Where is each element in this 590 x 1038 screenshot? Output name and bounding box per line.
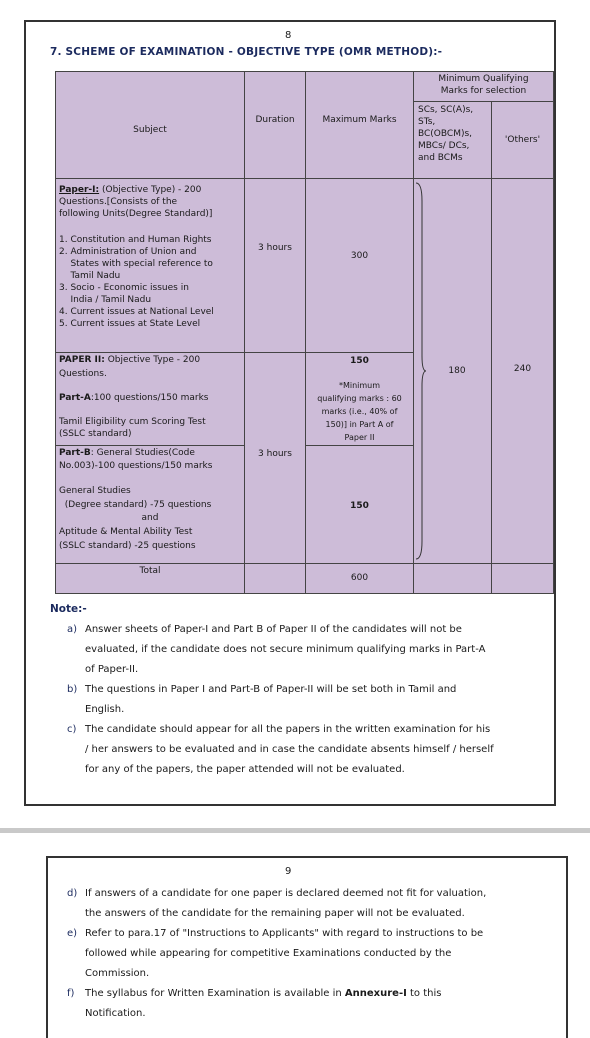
- paper2-partB-detail-4: Aptitude & Mental Ability Test: [59, 527, 193, 537]
- note-c-line2: / her answers to be evaluated and in case the candidate absents himself / herself: [85, 744, 494, 755]
- total-duration-cell: [244, 563, 306, 594]
- header-sc-line4: MBCs/ DCs,: [418, 141, 470, 151]
- scheme-table: [55, 71, 554, 594]
- min-marks-others: 240: [513, 364, 532, 374]
- paper2-line2: Questions.: [59, 369, 107, 379]
- header-min-qualifying-line1: Minimum Qualifying: [438, 74, 529, 84]
- note-a-label: a): [67, 624, 78, 635]
- min-marks-sc: 180: [448, 366, 466, 376]
- page-separator: [0, 828, 590, 833]
- note-d-line1: If answers of a candidate for one paper is declared deemed not fit for valuation,: [85, 888, 487, 899]
- note-e-label: e): [67, 928, 78, 939]
- note-c-label: c): [67, 724, 77, 735]
- partA-note-line1: *Minimum: [338, 381, 381, 390]
- section-heading: 7. SCHEME OF EXAMINATION - OBJECTIVE TYPE (OMR METHOD):-: [50, 46, 443, 58]
- page-number-9: 9: [285, 866, 292, 877]
- paper2-partB-detail-5: (SSLC standard) -25 questions: [59, 541, 196, 551]
- paper2-partA-line1: Tamil Eligibility cum Scoring Test: [59, 417, 206, 427]
- paper2-partA-marks: 150: [350, 356, 369, 366]
- partA-note-line4: 150)] in Part A of: [325, 420, 394, 429]
- paper1-duration: 3 hours: [258, 243, 292, 253]
- note-e: [67, 924, 522, 984]
- note-e-line3: Commission.: [85, 968, 150, 979]
- note-b-label: b): [67, 684, 78, 695]
- note-b-line2: English.: [85, 704, 125, 715]
- paper2-partB-title: Part-B: General Studies(Code: [59, 448, 195, 458]
- header-subject-text: Subject: [133, 125, 167, 135]
- paper1-unit-2: 2. Administration of Union and: [59, 247, 197, 257]
- total-sc-cell: [413, 563, 492, 594]
- paper1-unit-2b: States with special reference to: [59, 259, 213, 269]
- note-c-line1: The candidate should appear for all the papers in the written examination for his: [85, 724, 491, 735]
- brace-icon: [414, 181, 428, 561]
- partA-note-line2: qualifying marks : 60: [317, 394, 402, 403]
- partA-note-line5: Paper II: [344, 433, 375, 442]
- paper2-partA-line2: (SSLC standard): [59, 429, 132, 439]
- paper2-partA-title: Part-A:100 questions/150 marks: [59, 393, 209, 403]
- note-title: Note:-: [50, 603, 87, 615]
- note-a-line3: of Paper-II.: [85, 664, 139, 675]
- paper2-duration: 3 hours: [258, 449, 292, 459]
- paper1-line2: Questions.[Consists of the: [59, 197, 178, 207]
- total-marks: 600: [350, 573, 369, 583]
- partA-note-line3: marks (i.e., 40% of: [321, 407, 398, 416]
- header-duration-text: Duration: [255, 115, 295, 125]
- header-sc-line3: BC(OBCM)s,: [418, 129, 473, 139]
- note-d: [67, 884, 522, 924]
- paper2-title-line: PAPER II: Objective Type - 200: [59, 355, 201, 365]
- paper1-unit-5: 5. Current issues at State Level: [59, 319, 201, 329]
- note-b-line1: The questions in Paper I and Part-B of Paper-II will be set both in Tamil and: [85, 684, 457, 695]
- paper1-title-line: Paper-I: (Objective Type) - 200: [59, 185, 202, 195]
- paper1-unit-2c: Tamil Nadu: [59, 271, 121, 281]
- page-number: 8: [285, 30, 292, 41]
- header-min-qualifying-line2: Marks for selection: [440, 86, 527, 96]
- paper2-partB-marks: 150: [350, 501, 369, 511]
- header-sc-line5: and BCMs: [418, 153, 463, 163]
- paper2-partB-detail-1: General Studies: [59, 486, 131, 496]
- note-c-line3: for any of the papers, the paper attended will not be evaluated.: [85, 764, 405, 775]
- paper2-partB-detail-2: (Degree standard) -75 questions: [59, 500, 212, 510]
- note-f-line1: The syllabus for Written Examination is available in Annexure-I to this: [85, 988, 442, 999]
- note-d-label: d): [67, 888, 78, 899]
- header-max-marks-text: Maximum Marks: [322, 115, 397, 125]
- paper1-unit-1: 1. Constitution and Human Rights: [59, 235, 212, 245]
- paper1-line3: following Units(Degree Standard)]: [59, 209, 213, 219]
- total-label: Total: [139, 566, 161, 576]
- note-a: [67, 620, 522, 680]
- note-f-line2: Notification.: [85, 1008, 146, 1019]
- note-f: [67, 984, 522, 1024]
- note-a-line1: Answer sheets of Paper-I and Part B of Paper II of the candidates will not be: [85, 624, 462, 635]
- note-d-line2: the answers of the candidate for the remaining paper will not be evaluated.: [85, 908, 465, 919]
- paper1-unit-4: 4. Current issues at National Level: [59, 307, 214, 317]
- note-b: [67, 680, 522, 720]
- note-e-line2: followed while appearing for competitive Examinations conducted by the: [85, 948, 452, 959]
- note-e-line1: Refer to para.17 of "Instructions to Applicants" with regard to instructions to be: [85, 928, 484, 939]
- note-a-line2: evaluated, if the candidate does not secure minimum qualifying marks in Part-A: [85, 644, 486, 655]
- header-sc-line1: SCs, SC(A)s,: [418, 105, 474, 115]
- paper2-partB-detail-3: and: [141, 513, 159, 523]
- note-c: [67, 720, 522, 780]
- total-others-cell: [491, 563, 554, 594]
- annexure-ref: Annexure-I: [344, 988, 407, 999]
- header-others-text: 'Others': [504, 135, 541, 145]
- paper1-max-marks: 300: [350, 251, 369, 261]
- paper1-duration-cell: [244, 178, 306, 353]
- note-f-label: f): [67, 988, 75, 999]
- paper1-unit-3b: India / Tamil Nadu: [59, 295, 152, 305]
- paper2-partB-line2: No.003)-100 questions/150 marks: [59, 461, 213, 471]
- header-sc-line2: STs,: [418, 117, 436, 127]
- paper1-unit-3: 3. Socio - Economic issues in: [59, 283, 189, 293]
- paper1-marks-cell: [305, 178, 414, 353]
